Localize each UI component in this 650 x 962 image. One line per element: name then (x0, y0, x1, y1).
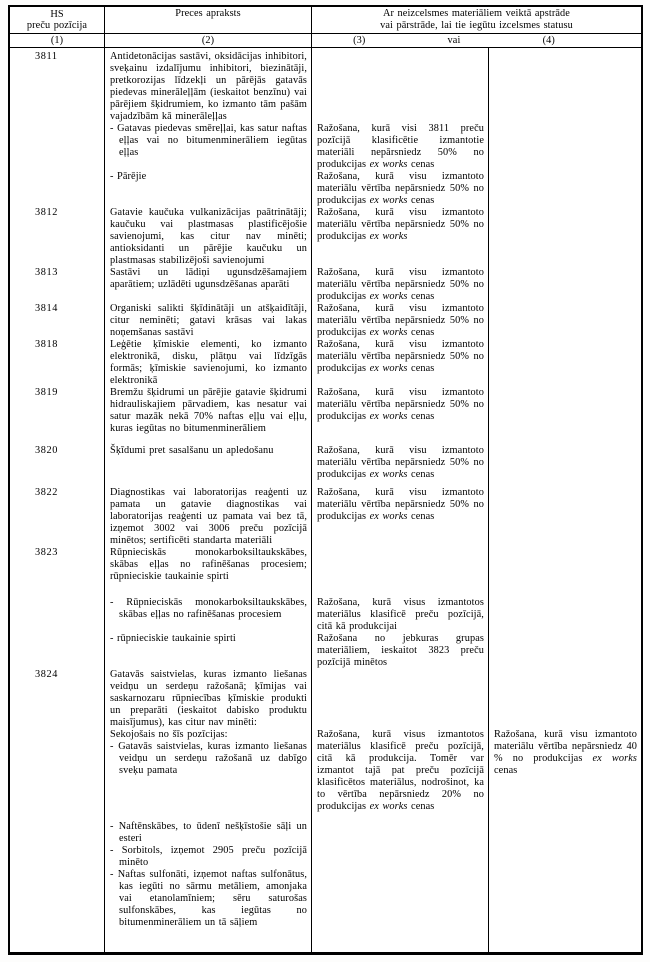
rule-cell-col4 (489, 813, 641, 845)
description-text: Rūpnieciskās monokarboksiltaukskābes, skābas eļļas no rafinēšanas procesiem; rūpnieciskie taukainie spirti (110, 547, 307, 582)
hs-code-cell (10, 583, 105, 633)
table-row (10, 48, 641, 123)
table-row (10, 387, 641, 435)
rule-cell-col4 (489, 547, 641, 583)
rule-cell-col3 (312, 547, 489, 583)
description-text: - Rūpnieciskās monokarboksiltaukskābes, skābas eļļas no rafinēšanas procesiem (110, 597, 307, 620)
rule-cell-col4 (489, 267, 641, 303)
table-row (10, 547, 641, 583)
hs-code: 3823 (35, 547, 58, 558)
hs-code: 3824 (35, 669, 58, 680)
rule-cell-col3 (312, 48, 489, 123)
hs-code: 3819 (35, 387, 58, 398)
rule-cell-col4 (489, 845, 641, 869)
description-text: - rūpnieciskie taukainie spirti (110, 633, 236, 644)
description-cell (105, 48, 312, 123)
hs-code-cell (10, 387, 105, 435)
description-text: Bremžu šķidrumi un pārējie gatavie šķidrumi hidrauliskajiem pārvadiem, kas nesatur vai satur mazāk nekā 70% naftas eļļu vai eļļu, kuras iegūtas no bitumenminerāliem (110, 387, 307, 434)
hs-code: 3812 (35, 207, 58, 218)
header-processing-line2: vai pārstrāde, lai tie iegūtu izcelsmes statusu (380, 20, 573, 31)
rule-col3-text: Ražošana, kurā visu izmantoto materiālu vērtība nepārsniedz 50% no produkcijas ex works cenas (317, 339, 484, 374)
table-row (10, 171, 641, 207)
header-col-number-4: (4) (542, 35, 555, 46)
table-body (10, 48, 641, 952)
rule-cell-col3 (312, 339, 489, 387)
rule-col3-text: Ražošana, kurā visu izmantoto materiālu vērtība nepārsniedz 50% no produkcijas ex works cenas (317, 171, 484, 206)
rule-col3-text: Ražošana, kurā visi 3811 preču pozīcijā klasificētie izmantotie materiāli nepārsniedz 50% no produkcijas ex works cenas (317, 123, 484, 170)
description-cell (105, 633, 312, 669)
table-row (10, 583, 641, 633)
rule-cell-col4 (489, 48, 641, 123)
rule-cell-col3 (312, 813, 489, 845)
origin-rules-table (8, 5, 643, 955)
rule-col3-text: Ražošana, kurā visus izmantotos materiālus klasificē preču pozīcijā, citā kā produkcijai (317, 597, 484, 632)
hs-code-cell (10, 869, 105, 929)
hs-code: 3818 (35, 339, 58, 350)
header-product-description: Preces apraksts (105, 7, 312, 34)
description-text: - Gatavās saistvielas, kuras izmanto liešanas veidņu un serdeņu ražošanā uz dabīgo sveķu pamata (110, 741, 307, 776)
hs-code-cell (10, 929, 105, 952)
rule-col3-text: Ražošana, kurā visu izmantoto materiālu vērtība nepārsniedz 50% no produkcijas ex works cenas (317, 487, 484, 522)
header-col-numbers-3-4 (312, 34, 641, 48)
table-row (10, 303, 641, 339)
description-cell (105, 123, 312, 171)
rule-cell-col3 (312, 303, 489, 339)
description-cell (105, 813, 312, 845)
rule-cell-col4 (489, 481, 641, 547)
rule-cell-col3 (312, 207, 489, 267)
hs-code-cell (10, 633, 105, 669)
hs-code: 3813 (35, 267, 58, 278)
table-header-row (10, 7, 641, 34)
hs-code-cell (10, 339, 105, 387)
rule-col3-text: Ražošana no jebkuras grupas materiāliem, ieskaitot 3823 preču pozīcijā minētos (317, 633, 484, 668)
table-row (10, 481, 641, 547)
hs-code-cell (10, 171, 105, 207)
description-cell (105, 435, 312, 481)
rule-col3-text: Ražošana, kurā visu izmantoto materiālu vērtība nepārsniedz 50% no produkcijas ex works (317, 207, 484, 242)
description-cell (105, 339, 312, 387)
rule-cell-col3 (312, 435, 489, 481)
description-text: - Naftēnskābes, to ūdenī nešķīstošie sāļi un esteri (110, 821, 307, 844)
rule-cell-col4 (489, 123, 641, 171)
description-cell (105, 845, 312, 869)
table-row (10, 207, 641, 267)
hs-code-cell (10, 547, 105, 583)
description-cell (105, 729, 312, 813)
description-text: Organiski salikti šķīdinātāji un atšķaidītāji, citur neminēti; gatavi krāsas vai lakas noņemšanas sastāvi (110, 303, 307, 338)
rule-cell-col3 (312, 171, 489, 207)
hs-code-cell (10, 435, 105, 481)
table-row (10, 845, 641, 869)
rule-cell-col4 (489, 633, 641, 669)
description-text: - Gatavas piedevas smēreļļai, kas satur naftas eļļas vai no bitumenminerāliem iegūtas eļļas (110, 123, 307, 158)
hs-code-cell (10, 303, 105, 339)
description-cell (105, 481, 312, 547)
rule-cell-col4 (489, 303, 641, 339)
description-text: Sastāvi un lādiņi ugunsdzēšamajiem aparātiem; uzlādēti ugunsdzēšanas aparāti (110, 267, 307, 290)
table-row (10, 669, 641, 729)
description-text: Antidetonācijas sastāvi, oksidācijas inhibitori, sveķainu izdalījumu inhibitori, biezinātāji, pretkorozijas līdzekļi un pārējās gatavās piedevas minerāleļļām (ieskaitot benzīnu) vai pārējiem šķidrumiem, ko izmanto tām pašām vajadzībām kā minerāleļļas (110, 51, 307, 122)
rule-cell-col4 (489, 435, 641, 481)
description-text: - Sorbitols, izņemot 2905 preču pozīcijā minēto (110, 845, 307, 868)
description-text: Gatavie kaučuka vulkanizācijas paātrinātāji; kaučuku vai plastmasas plastificējošie savienojumi, kas citur nav minēti; antioksidanti un pārējie kaučuku un plastmasas stabilizējoši savienojumi (110, 207, 307, 266)
table-header-numbers-row (10, 34, 641, 48)
table-row (10, 339, 641, 387)
header-col-number-1: (1) (10, 34, 105, 48)
rule-cell-col4 (489, 869, 641, 929)
description-cell (105, 547, 312, 583)
rule-cell-col4 (489, 387, 641, 435)
hs-code: 3822 (35, 487, 58, 498)
header-col-number-2: (2) (105, 34, 312, 48)
hs-code: 3811 (35, 51, 58, 62)
header-hs-line1: HS (50, 8, 64, 20)
rule-cell-col4 (489, 669, 641, 729)
description-cell (105, 267, 312, 303)
rule-cell-col4 (489, 207, 641, 267)
description-cell (105, 207, 312, 267)
rule-cell-col3 (312, 481, 489, 547)
header-hs-line2: preču pozīcija (26, 20, 88, 31)
hs-code: 3820 (35, 445, 58, 456)
rule-col3-text: Ražošana, kurā visu izmantoto materiālu vērtība nepārsniedz 50% no produkcijas ex works cenas (317, 267, 484, 302)
description-text: Šķīdumi pret sasalšanu un apledošanu (110, 445, 274, 456)
description-cell (105, 669, 312, 729)
hs-code-cell (10, 207, 105, 267)
hs-code-cell (10, 845, 105, 869)
description-cell (105, 929, 312, 952)
rule-cell-col3 (312, 267, 489, 303)
description-cell (105, 583, 312, 633)
table-row (10, 123, 641, 171)
rule-col3-text: Ražošana, kurā visu izmantoto materiālu vērtība nepārsniedz 50% no produkcijas ex works cenas (317, 387, 484, 422)
rule-cell-col3 (312, 669, 489, 729)
rule-cell-col4 (489, 729, 641, 813)
table-filler-row (10, 929, 641, 952)
rule-cell-col3 (312, 123, 489, 171)
rule-cell-col4 (489, 339, 641, 387)
header-processing-line1: Ar neizcelsmes materiāliem veiktā apstrāde (383, 8, 570, 19)
table-row (10, 435, 641, 481)
description-cell (105, 869, 312, 929)
hs-code-cell (10, 729, 105, 813)
rule-col3-text: Ražošana, kurā visu izmantoto materiālu vērtība nepārsniedz 50% no produkcijas ex works cenas (317, 445, 484, 480)
table-row (10, 813, 641, 845)
description-text: - Naftas sulfonāti, izņemot naftas sulfonātus, kas iegūti no sārmu metāliem, amonjaka vai etanolamīniem; sēru saturošas sulfonskābes, kas iegūtas no bitumenminerāliem un tā sāļiem (110, 869, 307, 928)
description-cell (105, 387, 312, 435)
rule-cell-col4 (489, 171, 641, 207)
description-cell (105, 303, 312, 339)
rule-col3-text: Ražošana, kurā visus izmantotos materiālus klasificē preču pozīcijā, citā kā produkcija. Tomēr var izmantot tajā pat preču pozīcijā klasificētos materiālus, nodrošinot, ka to vērtība nepārsniedz 20% no produkcijas ex works cenas (317, 729, 484, 812)
header-vai-label: vai (447, 35, 461, 46)
description-cell (105, 171, 312, 207)
hs-code-cell (10, 481, 105, 547)
rule-cell-col3 (312, 869, 489, 929)
table-row (10, 869, 641, 929)
header-col-number-3: (3) (353, 35, 366, 46)
description-text: Leģētie ķīmiskie elementi, ko izmanto elektronikā, disku, plātņu vai līdzīgās formās; ķīmiskie savienojumi, ko izmanto elektronikā (110, 339, 307, 386)
hs-code-cell (10, 669, 105, 729)
hs-code-cell (10, 48, 105, 123)
rule-col4-text: Ražošana, kurā visu izmantoto materiālu vērtība nepārsniedz 40 % no produkcijas ex works cenas (494, 729, 637, 776)
rule-cell-col3 (312, 387, 489, 435)
rule-cell-col3 (312, 929, 489, 952)
description-text: Sekojošais no šīs pozīcijas: (110, 729, 228, 740)
rule-cell-col3 (312, 845, 489, 869)
description-text: Gatavās saistvielas, kuras izmanto liešanas veidņu un serdeņu ražošanā; ķīmijas vai saskarnozaru rūpniecības ķīmiskie produkti un preparāti (ieskaitot dabisko produktu maisījumus), kas citur nav minēti: (110, 669, 307, 728)
hs-code: 3814 (35, 303, 58, 314)
description-text: Diagnostikas vai laboratorijas reaģenti uz pamata un gatavie diagnostikas vai laboratorijas reaģenti uz pamata vai bez tā, izņemot 3002 vai 3006 preču pozīcijā minētos; sertificēti standarta materiāli (110, 487, 307, 546)
rule-cell-col3 (312, 633, 489, 669)
hs-code-cell (10, 123, 105, 171)
header-hs-position (10, 7, 105, 34)
rule-col3-text: Ražošana, kurā visu izmantoto materiālu vērtība nepārsniedz 50% no produkcijas ex works cenas (317, 303, 484, 338)
hs-code-cell (10, 813, 105, 845)
header-processing (312, 7, 641, 34)
table-row (10, 633, 641, 669)
table-row (10, 729, 641, 813)
rule-cell-col4 (489, 583, 641, 633)
hs-code-cell (10, 267, 105, 303)
table-row (10, 267, 641, 303)
rule-cell-col3 (312, 583, 489, 633)
rule-cell-col3 (312, 729, 489, 813)
description-text: - Pārējie (110, 171, 147, 182)
rule-cell-col4 (489, 929, 641, 952)
